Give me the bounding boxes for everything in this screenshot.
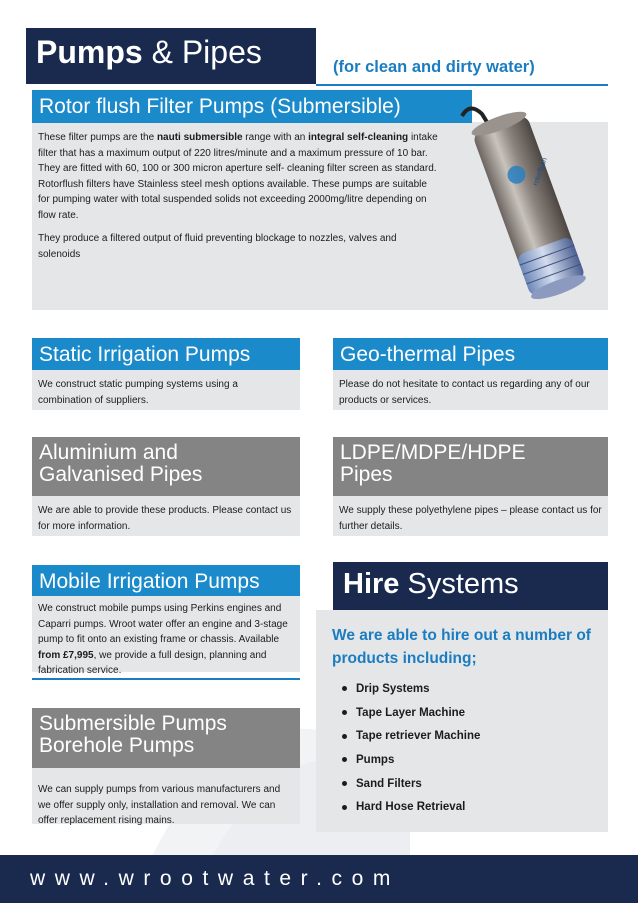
bullet-icon: [342, 710, 347, 715]
svg-text:rotorflush: rotorflush: [532, 156, 549, 187]
ldpe-pipes-text: We supply these polyethylene pipes – please contact us for further details.: [333, 496, 608, 536]
page-title: Pumps & Pipes: [36, 34, 262, 70]
bullet-icon: [342, 757, 347, 762]
list-item: Tape Layer Machine: [342, 701, 480, 725]
geothermal-text: Please do not hesitate to contact us regarding any of our products or services.: [333, 370, 608, 410]
submersible-pumps-heading: Submersible Pumps Borehole Pumps: [32, 708, 300, 768]
rotor-description-2: They produce a filtered output of fluid preventing blockage to nozzles, valves and solenoids: [38, 233, 397, 260]
title-bar: [26, 28, 316, 84]
list-item: Pumps: [342, 748, 480, 772]
ldpe-pipes-heading: LDPE/MDPE/HDPE Pipes: [333, 437, 608, 496]
mobile-irrigation-heading: Mobile Irrigation Pumps: [32, 565, 300, 598]
bullet-icon: [342, 734, 347, 739]
rotor-description: These filter pumps are the nauti submersible range with an integral self-cleaning intake filter that has a maximum output of 220 litres/minute and a maximum pressure of 10 bar. They are fitted with 60, 100 or 300 micron aperture self- cleaning filter screen as standard. Rotorflush filters have Stainless steel mesh options available. These pumps are suitable for pumping water with total suspended solids not exceeding 2000mg/litre depending on flow rate.: [38, 132, 438, 221]
geothermal-heading: Geo-thermal Pipes: [333, 338, 608, 371]
hire-systems-heading: Hire Systems: [333, 562, 608, 610]
list-item: Sand Filters: [342, 772, 480, 796]
bullet-icon: [342, 805, 347, 810]
static-irrigation-heading: Static Irrigation Pumps: [32, 338, 300, 371]
list-item: Hard Hose Retrieval: [342, 795, 480, 819]
footer: [0, 855, 638, 903]
hire-intro: We are able to hire out a number of products including;: [332, 627, 591, 668]
mobile-rule: [32, 678, 300, 680]
bullet-icon: [342, 781, 347, 786]
list-item: Drip Systems: [342, 677, 480, 701]
header-rule: [316, 84, 608, 86]
aluminium-pipes-heading: Aluminium and Galvanised Pipes: [32, 437, 300, 496]
mobile-irrigation-text: We construct mobile pumps using Perkins engines and Caparri pumps. Wroot water offer an engine and 3-stage pump to fit onto an existing frame or chassis. Available from £7,995, we provide a full design, planning and fabrication service.: [32, 596, 300, 672]
bullet-icon: [342, 686, 347, 691]
submersible-pump-image: [440, 96, 610, 310]
submersible-pumps-text: We can supply pumps from various manufacturers and we offer supply only, installation and removal. We can offer replacement rising mains.: [32, 768, 300, 824]
page-subtitle: (for clean and dirty water): [333, 58, 535, 76]
rotor-heading: Rotor flush Filter Pumps (Submersible): [32, 90, 472, 123]
aluminium-pipes-text: We are able to provide these products. Please contact us for more information.: [32, 496, 300, 536]
website-link[interactable]: www.wrootwater.com: [30, 867, 401, 890]
list-item: Tape retriever Machine: [342, 724, 480, 748]
hire-panel: [316, 610, 608, 832]
static-irrigation-text: We construct static pumping systems using a combination of suppliers.: [32, 370, 300, 410]
hire-list: [342, 677, 480, 819]
